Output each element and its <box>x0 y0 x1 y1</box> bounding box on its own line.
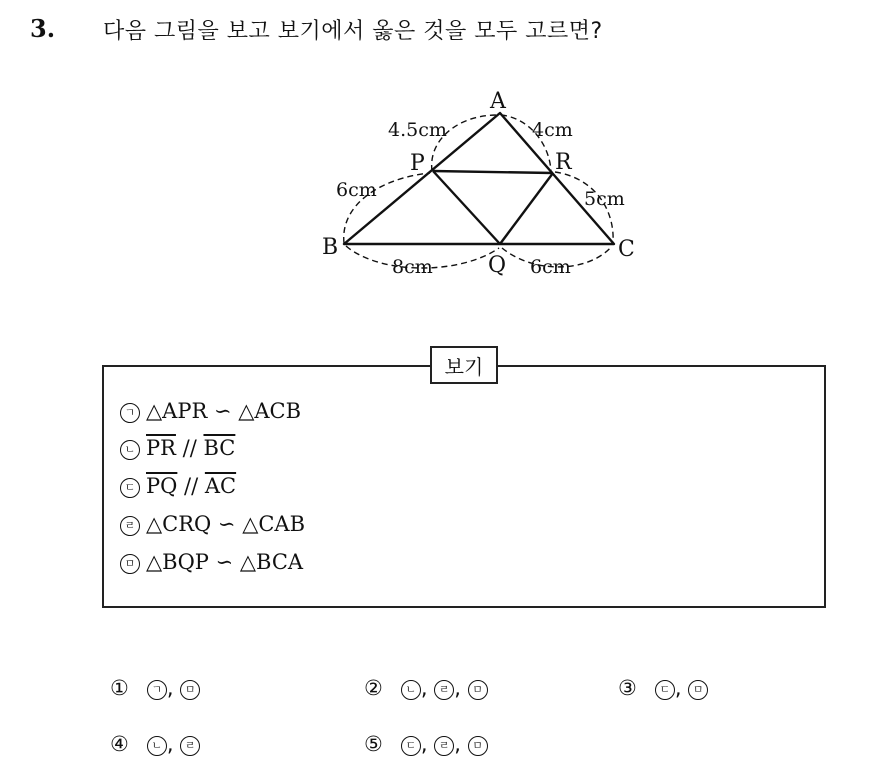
statement-4: ㄹ △CRQ ∽ △CAB <box>120 509 305 539</box>
choice-4[interactable]: ④ ㄴ , ㄹ <box>110 732 200 756</box>
segment-rq <box>500 173 553 244</box>
question-number: 3. <box>30 14 56 43</box>
label-c: C <box>618 237 635 262</box>
label-q: Q <box>488 253 507 278</box>
length-ap: 4.5cm <box>388 119 447 141</box>
triangle-abc <box>344 113 614 244</box>
segment-pr <box>433 171 553 173</box>
choice-3[interactable]: ③ ㄷ , ㅁ <box>618 676 708 700</box>
length-rc: 5cm <box>584 188 625 210</box>
question-text: 다음 그림을 보고 보기에서 옳은 것을 모두 고르면? <box>103 19 603 44</box>
statement-1: ㄱ △APR ∽ △ACB <box>120 396 301 426</box>
length-qc: 6cm <box>530 256 571 278</box>
statement-5: ㅁ △BQP ∽ △BCA <box>120 547 303 577</box>
choice-1[interactable]: ① ㄱ , ㅁ <box>110 676 200 700</box>
label-r: R <box>555 150 572 175</box>
marker-nieun: ㄴ <box>120 440 140 460</box>
triangle-figure <box>310 80 650 285</box>
marker-rieul: ㄹ <box>120 516 140 536</box>
length-ar: 4cm <box>532 119 573 141</box>
marker-mieum: ㅁ <box>120 554 140 574</box>
choice-5[interactable]: ⑤ ㄷ , ㄹ , ㅁ <box>364 732 488 756</box>
bogi-title: 보기 <box>430 346 498 384</box>
label-a: A <box>490 89 506 114</box>
label-b: B <box>322 235 339 260</box>
length-pb: 6cm <box>336 179 377 201</box>
choice-2[interactable]: ② ㄴ , ㄹ , ㅁ <box>364 676 488 700</box>
statement-2: ㄴ $\overline{PR} // \overline{BC}$ <box>120 433 235 463</box>
length-bq: 8cm <box>392 256 433 278</box>
segment-pq <box>433 171 500 244</box>
marker-digeut: ㄷ <box>120 478 140 498</box>
marker-giyeok: ㄱ <box>120 403 140 423</box>
statement-3: ㄷ $\overline{PQ} // \overline{AC}$ <box>120 471 236 501</box>
label-p: P <box>410 151 425 176</box>
